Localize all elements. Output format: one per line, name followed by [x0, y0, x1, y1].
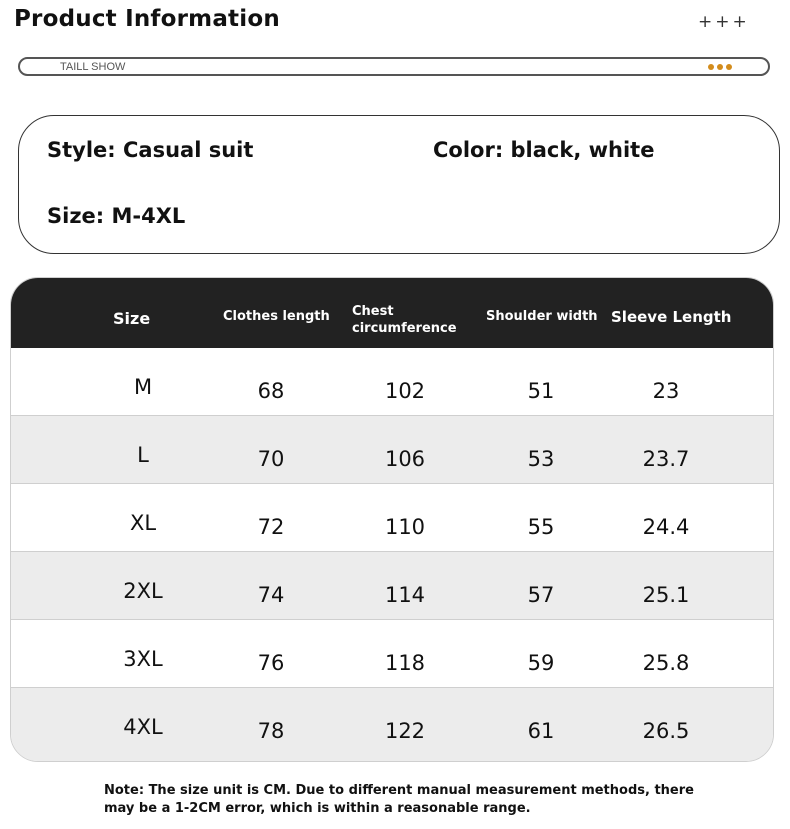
cell-size: 4XL	[123, 715, 163, 739]
cell-size: L	[137, 443, 149, 467]
cell-chest: 106	[384, 447, 426, 471]
cell-shoulder: 59	[527, 651, 555, 675]
style-info: Style: Casual suit	[47, 138, 254, 162]
cell-clothes-length: 74	[257, 583, 285, 607]
banner-bar	[18, 57, 770, 76]
cell-clothes-length: 78	[257, 719, 285, 743]
cell-chest: 102	[384, 379, 426, 403]
table-row	[11, 348, 773, 416]
header-shoulder-width: Shoulder width	[486, 309, 598, 324]
size-info: Size: M-4XL	[47, 204, 186, 228]
measurement-note: Note: The size unit is CM. Due to different manual measurement methods, there may be a 1-2CM error, which is within a reasonable range.	[104, 783, 694, 816]
table-row	[11, 552, 773, 620]
cell-sleeve: 26.5	[642, 719, 690, 743]
table-row	[11, 416, 773, 484]
dots-icon	[708, 64, 732, 70]
header-clothes-length: Clothes length	[223, 309, 330, 324]
cell-clothes-length: 76	[257, 651, 285, 675]
cell-shoulder: 53	[527, 447, 555, 471]
cell-clothes-length: 68	[257, 379, 285, 403]
cell-shoulder: 55	[527, 515, 555, 539]
page-title: Product Information	[14, 6, 280, 32]
cell-sleeve: 25.1	[642, 583, 690, 607]
cell-shoulder: 51	[527, 379, 555, 403]
plus-decoration: +++	[698, 12, 750, 32]
cell-shoulder: 57	[527, 583, 555, 607]
table-row	[11, 620, 773, 688]
cell-sleeve: 23.7	[642, 447, 690, 471]
product-info-box	[18, 115, 780, 254]
cell-sleeve: 24.4	[642, 515, 690, 539]
cell-chest: 114	[384, 583, 426, 607]
header-size: Size	[113, 309, 151, 328]
table-row	[11, 688, 773, 762]
cell-clothes-length: 70	[257, 447, 285, 471]
banner-text: TAILL SHOW	[60, 61, 126, 73]
table-row	[11, 484, 773, 552]
table-header	[11, 278, 773, 348]
cell-clothes-length: 72	[257, 515, 285, 539]
cell-size: XL	[129, 511, 157, 535]
size-chart-table	[10, 277, 774, 762]
cell-sleeve: 25.8	[642, 651, 690, 675]
cell-size: 2XL	[123, 579, 163, 603]
cell-shoulder: 61	[527, 719, 555, 743]
cell-sleeve: 23	[652, 379, 680, 403]
header-chest-circumference: Chest circumference	[352, 304, 457, 336]
header-sleeve-length: Sleeve Length	[611, 308, 732, 326]
color-info: Color: black, white	[433, 138, 655, 162]
cell-size: M	[133, 375, 153, 399]
cell-chest: 122	[384, 719, 426, 743]
cell-chest: 110	[384, 515, 426, 539]
cell-size: 3XL	[123, 647, 163, 671]
cell-chest: 118	[384, 651, 426, 675]
